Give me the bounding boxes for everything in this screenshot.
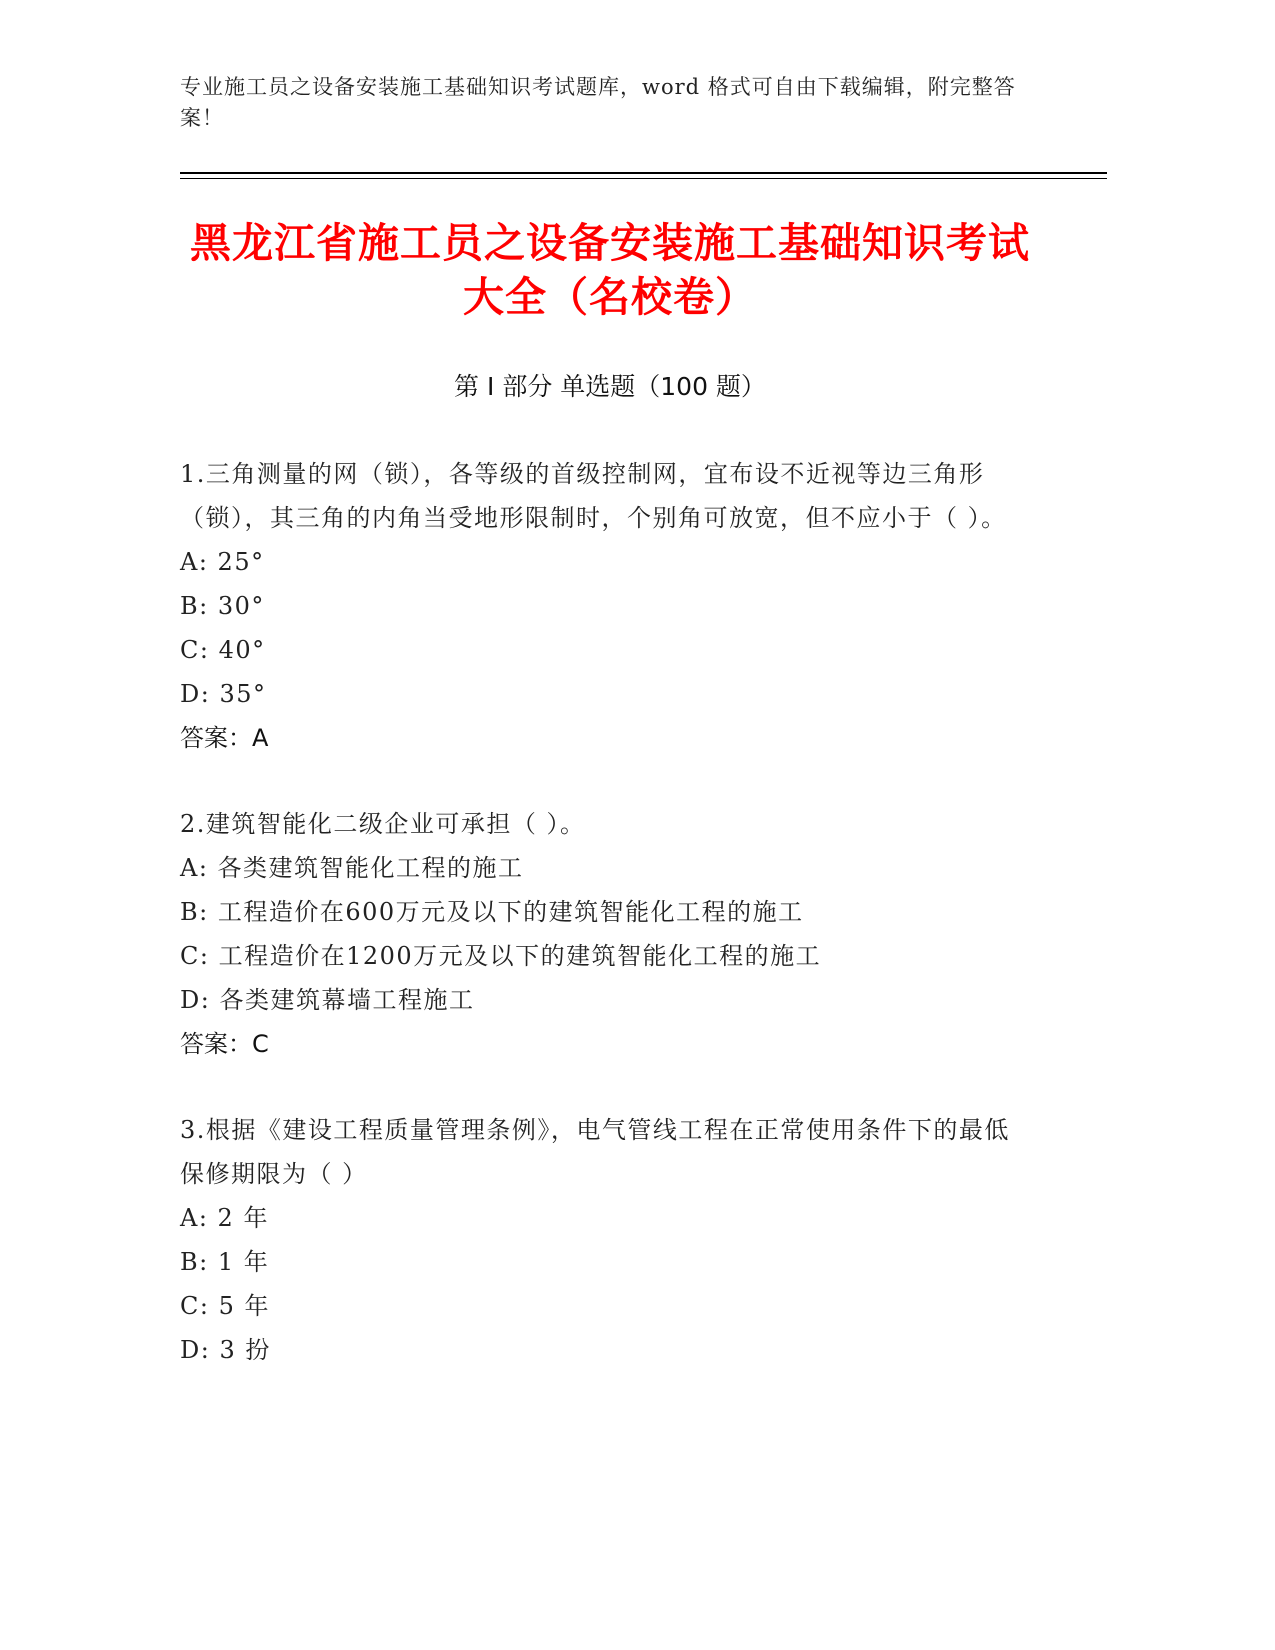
option-d: D: 3 扮 bbox=[180, 1336, 271, 1364]
option-a: A: 各类建筑智能化工程的施工 bbox=[180, 854, 524, 882]
option-c: C: 5 年 bbox=[180, 1292, 270, 1320]
option-b: B: 30° bbox=[180, 592, 265, 620]
option-a: A: 2 年 bbox=[180, 1204, 269, 1232]
question-1 bbox=[180, 452, 1030, 760]
question-3 bbox=[180, 1108, 1030, 1372]
option-d: D: 各类建筑幕墙工程施工 bbox=[180, 986, 475, 1014]
question-stem: 1.三角测量的网（锁），各等级的首级控制网，宜布设不近视等边三角形（锁），其三角的内角当受地形限制时，个别角可放宽，但不应小于（ ）。 bbox=[180, 460, 1007, 532]
question-stem: 2.建筑智能化二级企业可承担（ ）。 bbox=[180, 810, 586, 838]
option-c: C: 40° bbox=[180, 636, 266, 664]
document-title: 黑龙江省施工员之设备安装施工基础知识考试大全（名校卷） bbox=[190, 219, 1030, 321]
section-title: 第 I 部分 单选题（100 题） bbox=[454, 372, 766, 401]
option-a: A: 25° bbox=[180, 548, 265, 576]
option-d: D: 35° bbox=[180, 680, 267, 708]
header-divider-thin bbox=[180, 178, 1107, 179]
answer-label: 答案：C bbox=[180, 1030, 269, 1058]
option-b: B: 工程造价在600万元及以下的建筑智能化工程的施工 bbox=[180, 898, 804, 926]
header-divider-thick bbox=[180, 172, 1107, 174]
header-note: 专业施工员之设备安装施工基础知识考试题库，word 格式可自由下载编辑，附完整答案！ bbox=[180, 75, 1016, 130]
option-c: C: 工程造价在1200万元及以下的建筑智能化工程的施工 bbox=[180, 942, 822, 970]
question-2 bbox=[180, 802, 1030, 1066]
answer-label: 答案：A bbox=[180, 724, 269, 752]
question-list bbox=[180, 452, 1030, 1414]
question-stem: 3.根据《建设工程质量管理条例》，电气管线工程在正常使用条件下的最低保修期限为（ ） bbox=[180, 1116, 1010, 1188]
option-b: B: 1 年 bbox=[180, 1248, 270, 1276]
